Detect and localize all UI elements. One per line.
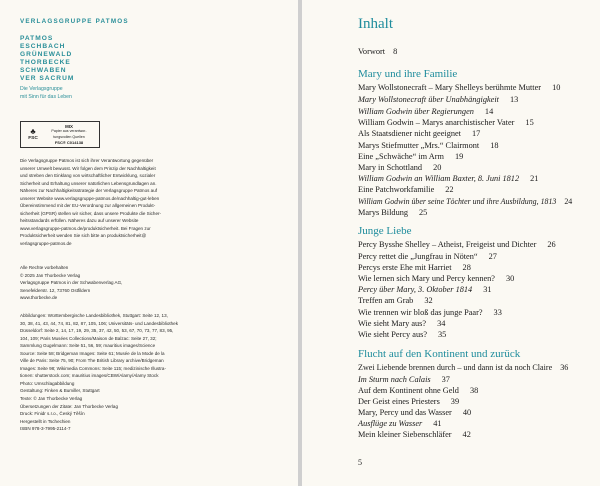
toc-entry: [358, 408, 471, 417]
toc-entry: [358, 308, 502, 317]
rights-line: Alle Rechte vorbehalten: [20, 265, 69, 270]
toc-entry: [358, 95, 518, 104]
toc-entry-page: 8: [393, 47, 398, 56]
toc-entry: [358, 419, 442, 428]
fsc-code: FSC® C014138: [54, 139, 84, 145]
toc-entry-title: Mary, Percy und das Wasser: [358, 408, 452, 417]
imprint-name: ESCHBACH: [20, 43, 66, 50]
toc-entry: [358, 363, 568, 372]
fsc-mix: MIX: [65, 123, 73, 129]
toc-entry: [358, 208, 427, 217]
toc-entry-title: Eine Patchworkfamilie: [358, 185, 435, 194]
fsc-mark: FSC: [28, 135, 38, 141]
credits-line: Druck: Finidr s.r.o., Český Těšín: [20, 411, 85, 417]
rights-notice: [20, 264, 292, 302]
notice-line: Näheres zur Nachhaltigkeitsstrategie der Verlagsgruppe Patmos auf: [20, 188, 157, 194]
credits-line: Source: Seite 58; Bridgeman Images: Seite 61; Musée de la Mode de la: [20, 350, 165, 356]
imprint-name: THORBECKE: [20, 59, 71, 66]
toc-entry-title: Wie sieht Percy aus?: [358, 330, 428, 339]
toc-entry-page: 32: [424, 296, 433, 305]
toc-entry-page: 39: [450, 397, 460, 406]
toc-entry-title: Vorwort: [358, 47, 386, 56]
fsc-line: Papier aus verantwor-: [51, 129, 87, 134]
toc-entry-page: 26: [547, 240, 556, 249]
notice-line: unserer Umwelt bewusst. Wir folgen dem Prinzip der Nachhaltigkeit: [20, 165, 156, 171]
toc-entry-page: 18: [490, 141, 499, 150]
toc-section-heading: Junge Liebe: [358, 225, 412, 237]
toc-section-heading: Flucht auf den Kontinent und zurück: [358, 348, 521, 360]
toc-entry-title: Mary Wollstonecraft über Unabhängigkeit: [358, 95, 499, 104]
toc-entry-page: 41: [433, 419, 442, 428]
toc-entry: [358, 263, 471, 272]
toc-entry: [358, 83, 560, 92]
fsc-logo: [24, 128, 42, 142]
rights-line: Senefelderstr. 12, 73760 Ostfildern: [20, 287, 91, 293]
toc-entry-title: Im Sturm nach Calais: [358, 375, 431, 384]
imprint-page: [0, 0, 298, 486]
credits-line: Photo: Umschlagabbildung: [20, 380, 75, 386]
toc-entry-title: Eine „Schwäche“ im Arm: [358, 152, 444, 161]
toc-entry-page: 33: [493, 308, 502, 317]
toc-entry: [358, 141, 499, 150]
toc-entry: [358, 386, 478, 395]
fsc-line: tungsvollen Quellen: [53, 134, 85, 139]
toc-entry-title: Als Staatsdiener nicht geeignet: [358, 129, 461, 138]
toc-entry-page: 31: [483, 285, 492, 294]
toc-entry-page: 25: [419, 208, 428, 217]
notice-line: Produktsicherheit wenden Sie sich bitte an produktsicherheit@: [20, 233, 147, 239]
toc-entry-title: Marys Stiefmutter „Mrs.“ Clairmont: [358, 141, 480, 150]
credits-line: ISBN 978-3-7995-2114-7: [20, 426, 71, 432]
toc-entry: [358, 174, 538, 183]
credits-line: Sammlung Gugelmann: Seite 51, 56, 59; mauritius images/Science: [20, 343, 156, 349]
toc-entry-title: William Godwin an William Baxter, 8. Juni 1812: [358, 174, 520, 183]
toc-entry-page: 34: [437, 319, 446, 328]
toc-entry-title: Mein kleiner Siebenschläfer: [358, 430, 452, 439]
toc-entry-page: 27: [488, 252, 497, 261]
credits-line: Düsseldorf: Seite 2, 14, 17, 19, 29, 35, 37, 42, 50, 53, 67, 70, 73, 77, 83, 95,: [20, 328, 174, 334]
notice-line: unserer Website www.verlagsgruppe-patmos.de/nachhaltig-gut-leben: [20, 195, 160, 201]
notice-line: Sicherheit und Erhaltung unserer natürlichen Lebensgrundlagen an.: [20, 180, 157, 186]
credits-line: Übersetzungen der Zitate: Jan Thorbecke Verlag: [20, 403, 118, 409]
toc-entry: [358, 163, 441, 172]
notice-line: www.verlagsgruppe-patmos.de/produktsicherheit. Bei Fragen zur: [20, 225, 151, 231]
toc-entry-title: Ausflüge zu Wasser: [358, 419, 423, 428]
toc-entry: [358, 152, 463, 161]
toc-entry-title: Wie sieht Mary aus?: [358, 319, 427, 328]
toc-entry: [358, 197, 572, 206]
toc-entry-page: 19: [454, 152, 464, 161]
credits-line: tionen: shutterstock.com; mauritius images/CBW/Alamy/Alamy Stock: [20, 373, 159, 379]
imprint-name: GRÜNEWALD: [20, 51, 73, 58]
toc-entry: [358, 107, 493, 116]
credits-line: Ville de Paris: Seite 75, 90; From The British Library archive/Bridgeman: [20, 358, 164, 364]
toc-entry: [358, 375, 450, 384]
toc-entry-page: 10: [552, 83, 561, 92]
toc-entry-title: Percy über Mary, 3. Oktober 1814: [358, 285, 473, 294]
notice-line: verlagsgruppe-patmos.de: [20, 241, 72, 247]
toc-entry: [358, 319, 445, 328]
imprint-name: PATMOS: [20, 35, 54, 42]
toc-entry-page: 13: [509, 95, 519, 104]
toc-entry-title: William Godwin – Marys anarchistischer Vater: [358, 118, 515, 127]
toc-entry: [358, 430, 471, 439]
toc-entry-page: 37: [441, 375, 450, 384]
imprint-list: [20, 35, 74, 83]
toc-entry-page: 21: [530, 174, 539, 183]
toc-entry: [358, 285, 492, 294]
toc-entry-page: 30: [505, 274, 515, 283]
toc-entry-page: 28: [462, 263, 471, 272]
toc-entry-page: 15: [525, 118, 534, 127]
notice-line: heitsstandards erfüllen. Näheres dazu auf unserer Website: [20, 218, 139, 224]
fsc-text: [42, 124, 96, 146]
toc-entry-title: Zwei Liebende brennen durch – und dann ist da noch Claire: [358, 363, 553, 372]
fsc-tree-icon: ♣: [30, 126, 36, 136]
toc-entry-page: 14: [484, 107, 494, 116]
notice-line: und streben den Einklang von wirtschaftlicher Entwicklung, sozialer: [20, 173, 156, 179]
credits-line: Gestaltung: Finken & Bumiller, Stuttgart: [20, 388, 100, 394]
publisher-name: VERLAGSGRUPPE PATMOS: [20, 18, 129, 25]
toc-entry-title: Wie lernen sich Mary und Percy kennen?: [358, 274, 495, 283]
toc-entry-page: 22: [445, 185, 454, 194]
imprint-name: SCHWABEN: [20, 67, 67, 74]
toc-entry-title: Mary Wollstonecraft – Mary Shelleys berühmte Mutter: [358, 83, 542, 92]
notice-line: Die Verlagsgruppe Patmos ist sich ihrer Verantwortung gegenüber: [20, 158, 154, 163]
notice-line: sicherheit (GPSR) stellen wir sicher, dass unsere Produkte die Sicher-: [20, 210, 162, 216]
toc-entry-title: Percy Bysshe Shelley – Atheist, Freigeist und Dichter: [358, 240, 537, 249]
toc-entry-page: 24: [564, 197, 573, 206]
toc-entry: [358, 274, 514, 283]
toc-entry-title: Wie trennen wir bloß das junge Paar?: [358, 308, 483, 317]
toc-section-heading: Mary und ihre Familie: [358, 68, 458, 80]
toc-entry-title: William Godwin über Regierungen: [358, 107, 474, 116]
credits-line: Hergestellt in Tschechien: [20, 418, 71, 424]
credits-line: 30, 38, 41, 43, 44, 74, 81, 82, 87, 105, 106; Universitäts- und Landesbibliothek: [20, 320, 178, 326]
toc-entry-title: Der Geist eines Priesters: [358, 397, 440, 406]
toc-entry: [358, 252, 497, 261]
toc-entry: [358, 185, 454, 194]
rights-line: © 2025 Jan Thorbecke Verlag: [20, 272, 81, 278]
toc-entry-page: 38: [469, 386, 479, 395]
credits-line: Images: Seite 98; Wikimedia Commons: Seite 115; medizinische Illustra-: [20, 365, 166, 371]
toc-entry-page: 40: [462, 408, 472, 417]
imprint-name: VER SACRUM: [20, 75, 75, 82]
toc-entry: [358, 129, 480, 138]
tagline-line: mit Sinn für das Leben: [20, 93, 72, 100]
publisher-tagline: [20, 86, 72, 101]
tagline-line: Die Verlagsgruppe: [20, 86, 63, 92]
toc-entry: [358, 118, 534, 127]
rights-line: Verlagsgruppe Patmos in der Schwabenverlag AG,: [20, 280, 123, 286]
credits-line: Texte: © Jan Thorbecke Verlag: [20, 396, 83, 402]
credits-line: Abbildungen: Württembergische Landesbibliothek, Stuttgart: Seite 12, 13,: [20, 313, 168, 318]
toc-entry-page: 35: [438, 330, 447, 339]
toc-entry-page: 42: [462, 430, 471, 439]
contents-title: Inhalt: [358, 16, 393, 32]
toc-entry-title: Percy rettet die „Jungfrau in Nöten“: [358, 252, 478, 261]
notice-line: Übereinstimmend mit der EU-Verordnung zur allgemeinen Produkt-: [20, 203, 156, 209]
toc-entry-title: Mary in Schottland: [358, 163, 423, 172]
credits-line: 104, 109; Paris Musées Collections/Maison de Balzac: Seite 27, 32;: [20, 335, 157, 341]
toc-entry-title: William Godwin über seine Töchter und ihre Ausbildung, 1813: [358, 197, 557, 206]
toc-entry: [358, 240, 556, 249]
toc-entry: [358, 296, 433, 305]
rights-line: www.thorbecke.de: [20, 295, 58, 301]
toc-entry-vorwort: [358, 47, 397, 56]
toc-entry-title: Marys Bildung: [358, 208, 409, 217]
toc-entry-title: Percys erste Ehe mit Harriet: [358, 263, 452, 272]
toc-entry: [358, 330, 446, 339]
credits-notice: [20, 312, 292, 433]
toc-entry-title: Treffen am Grab: [358, 296, 414, 305]
toc-entry-page: 36: [560, 363, 569, 372]
toc-entry: [358, 397, 459, 406]
toc-entry-title: Auf dem Kontinent ohne Geld: [358, 386, 459, 395]
fsc-label: [20, 121, 100, 148]
sustainability-notice: [20, 157, 292, 248]
toc-entry-page: 17: [472, 129, 481, 138]
toc-entry-page: 20: [433, 163, 442, 172]
page-number: 5: [358, 458, 362, 467]
